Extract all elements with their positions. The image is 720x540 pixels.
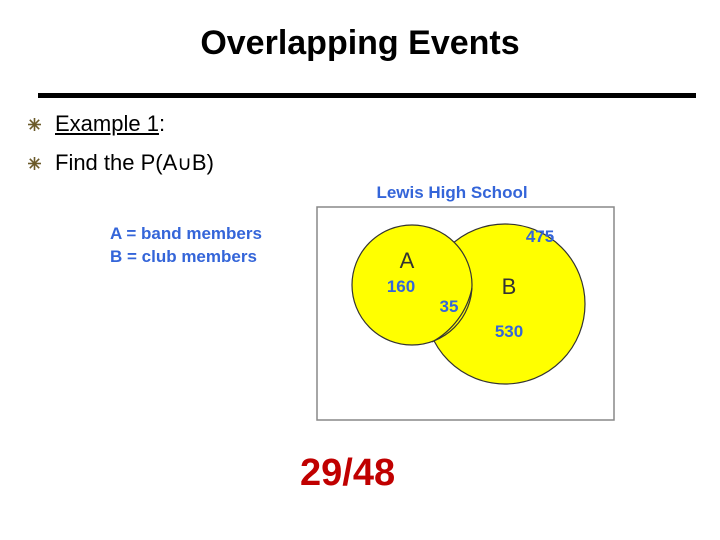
venn-diagram: [300, 176, 620, 426]
bullet-find-probability: [28, 150, 214, 176]
slide-title: Overlapping Events: [200, 24, 520, 62]
venn-title: Lewis High School: [376, 183, 528, 202]
bullet-find-text-after: B): [191, 150, 214, 175]
outside-value: 475: [525, 227, 555, 246]
intersection-value: 35: [439, 297, 459, 316]
bullet-find-text-before: Find the P(A: [55, 150, 178, 175]
title-divider: [38, 93, 696, 98]
set-b-label: B: [501, 274, 517, 299]
set-b-value: 530: [494, 322, 524, 341]
legend-set-a: A = band members: [110, 224, 262, 243]
venn-legend: [110, 222, 262, 268]
answer-value: 29/48: [300, 452, 396, 494]
set-a-label: A: [399, 248, 415, 273]
bullet-example: [28, 111, 165, 137]
set-a-value: 160: [386, 277, 416, 296]
legend-set-b: B = club members: [110, 247, 257, 266]
asterisk-bullet-icon: [28, 118, 41, 131]
bullet-example-colon: :: [158, 111, 166, 136]
union-symbol: ∪: [177, 152, 192, 175]
bullet-example-text: Example 1: [55, 111, 159, 136]
asterisk-bullet-icon: [28, 157, 41, 170]
